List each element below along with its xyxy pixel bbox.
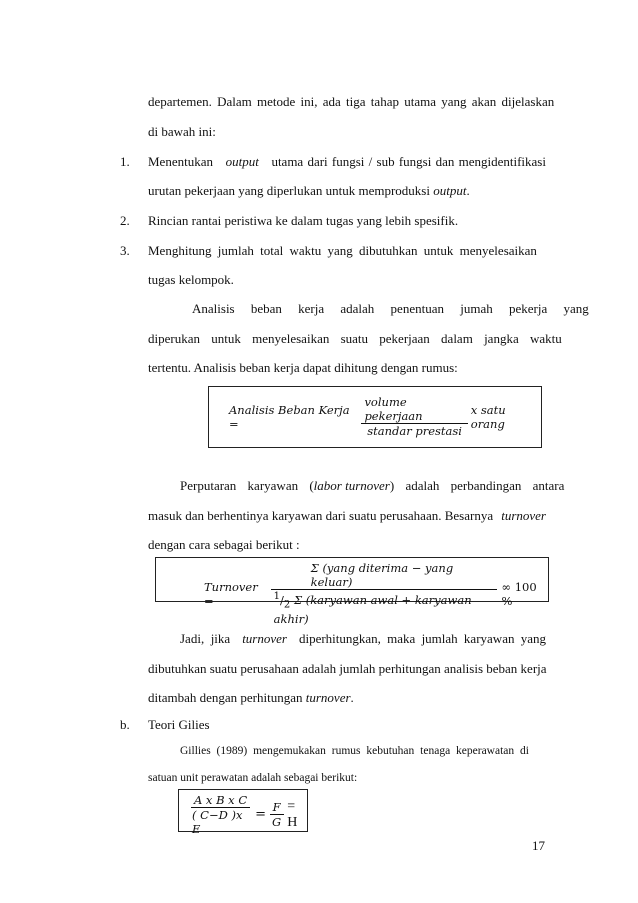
jadi-line-3-em: turnover	[305, 690, 351, 705]
step-3-line-1: Menghitung jumlah total waktu yang dibutuhkan untuk menyelesaikan	[148, 243, 537, 258]
section-b-label: b.	[120, 717, 130, 732]
formula-turnover-half: $^1/_2$	[273, 591, 291, 611]
formula-abk-lhs: Analisis Beban Kerja =	[229, 402, 350, 431]
jadi-line-1-pre: Jadi, jika	[180, 631, 231, 646]
formula-turnover-half-num: 1	[273, 591, 281, 602]
step-1-em: output	[225, 154, 259, 169]
turnover-line-1-pre: Perputaran karyawan (	[180, 478, 314, 493]
formula-turnover-denominator-wrap	[271, 590, 498, 626]
formula-gillies-fraction	[189, 793, 252, 836]
step-2-line-1: Rincian rantai peristiwa ke dalam tugas yang lebih spesifik.	[148, 213, 459, 228]
formula-abk-denominator: standar prestasi	[367, 424, 462, 438]
jadi-line-1-post: diperhitungkan, maka jumlah karyawan yang	[298, 631, 546, 646]
analisis-line-3: tertentu. Analisis beban kerja dapat dihitung dengan rumus:	[148, 360, 458, 375]
formula-gillies-fg	[269, 800, 284, 829]
analisis-line-2: diperukan untuk menyelesaikan suatu pekerjaan dalam jangka waktu	[148, 331, 562, 346]
jadi-line-1-em: turnover	[242, 631, 287, 646]
section-b-title: Teori Gilies	[148, 717, 210, 732]
intro-line-2: di bawah ini:	[148, 124, 216, 139]
intro-line-1	[148, 94, 555, 110]
jadi-line-1	[180, 631, 546, 647]
step-1-post: utama dari fungsi / sub fungsi dan mengidentifikasi	[271, 154, 546, 169]
formula-abk-box	[208, 386, 542, 448]
formula-gillies	[189, 793, 307, 836]
step-1-pre: Menentukan	[148, 154, 213, 169]
formula-gillies-eq1: =	[255, 807, 266, 822]
turnover-line-2-em: turnover	[501, 508, 546, 523]
analisis-line-1: Analisis beban kerja adalah penentuan jumah pekerja yang	[192, 301, 589, 316]
formula-turnover-rhs: ∞ 100 %	[501, 579, 537, 608]
formula-turnover-half-den: 2	[283, 599, 291, 611]
turnover-line-2-pre: masuk dan berhentinya karyawan dari suatu perusahaan. Besarnya	[148, 508, 494, 523]
formula-gillies-numerator: A x B x C	[191, 793, 250, 808]
gillies-line-1: Gillies (1989) mengemukakan rumus kebutuhan tenaga keperawatan di	[180, 745, 529, 757]
turnover-line-1-pre-wrap	[180, 478, 564, 494]
formula-abk-fraction	[361, 395, 467, 438]
turnover-line-1-em: labor turnover	[313, 478, 390, 493]
step-1-line-2-em: output	[433, 183, 467, 198]
step-3-number: 3.	[120, 243, 130, 258]
formula-gillies-g: G	[272, 815, 282, 829]
formula-abk-numerator: volume pekerjaan	[361, 395, 467, 424]
turnover-line-2	[148, 508, 546, 524]
formula-abk-rhs: x satu orang	[470, 402, 506, 431]
step-1-line-2	[148, 183, 470, 199]
step-2-number: 2.	[120, 213, 130, 228]
turnover-line-1-post: ) adalah perbandingan antara	[389, 478, 565, 493]
formula-turnover-fraction	[271, 561, 498, 626]
formula-gillies-f: F	[270, 800, 284, 815]
step-3-line-2: tugas kelompok.	[148, 272, 234, 287]
jadi-line-2: dibutuhkan suatu perusahaan adalah jumlah perhitungan analisis beban kerja	[148, 661, 547, 676]
step-1-line-2-pre: urutan pekerjaan yang diperlukan untuk memproduksi	[148, 183, 430, 198]
intro-text-1: departemen. Dalam metode ini, ada tiga tahap utama yang akan dijelaskan	[148, 94, 555, 109]
formula-gillies-box	[178, 789, 308, 836]
turnover-line-1	[180, 478, 565, 494]
turnover-line-3: dengan cara sebagai berikut :	[148, 537, 300, 552]
formula-gillies-denominator: ( C−D )x E	[192, 808, 243, 836]
jadi-line-3-pre: ditambah dengan perhitungan	[148, 690, 303, 705]
formula-turnover	[204, 561, 548, 626]
formula-abk	[229, 395, 541, 438]
jadi-line-3	[148, 690, 354, 706]
step-1-line-2-post: .	[466, 183, 470, 198]
formula-turnover-numerator: Σ (yang diterima − yang keluar)	[271, 561, 498, 590]
formula-turnover-denominator: Σ (karyawan awal + karyawan akhir)	[273, 592, 472, 627]
formula-turnover-lhs: Turnover =	[204, 579, 258, 608]
page-number: 17	[532, 838, 545, 853]
formula-gillies-eq2: = H	[287, 798, 298, 830]
gillies-line-2: satuan unit perawatan adalah sebagai berikut:	[148, 772, 358, 784]
step-1-line-1	[148, 154, 546, 170]
jadi-line-3-post: .	[350, 690, 354, 705]
step-1-number: 1.	[120, 154, 130, 169]
